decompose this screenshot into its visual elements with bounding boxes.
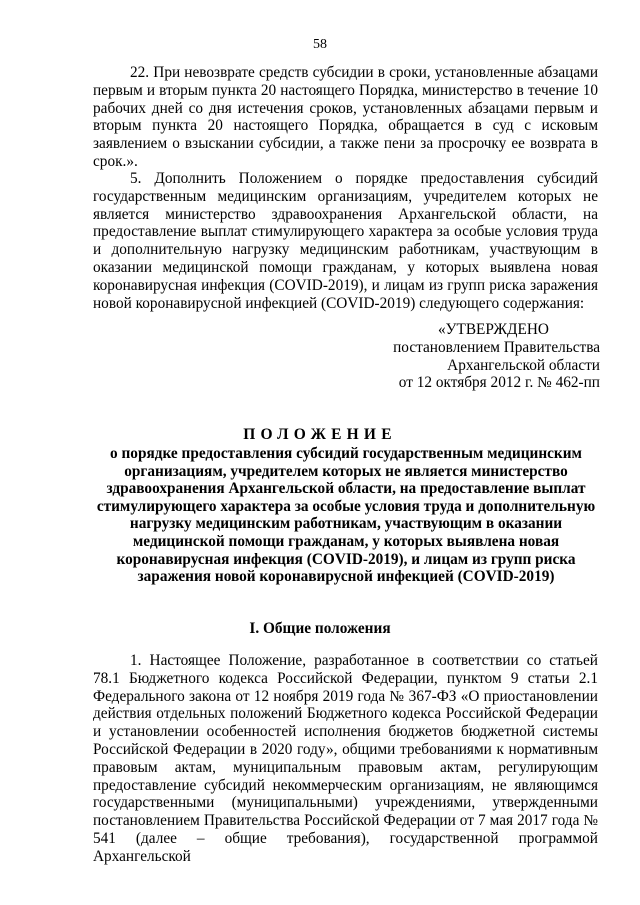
subtitle-line: коронавирусная инфекция (COVID-2019), и лицам из групп риска — [116, 550, 576, 568]
subtitle-line: организациям, учредителем которых не является министерство — [124, 462, 568, 480]
paragraph-1-text: 1. Настоящее Положение, разработанное в соответствии со статьей 78.1 Бюджетного кодекса Российской Федерации, пунктом 9 статьи 2.1 Федерального закона от 12 ноября 2019 года № 367-ФЗ «О приостановлении действия отдельных положений Бюджетного кодекса Российской Федерации и установлении особенностей исполнения бюджетов бюджетной системы Российской Федерации в 2020 году», общими требованиями к нормативным правовым актам, муниципальным правовым актам, регулирующим предоставление субсидий некоммерческим организациям, не являющимся государственными (муниципальными) учреждениями, утвержденными постановлением Правительства Российской Федерации от 7 мая 2017 года № 541 (далее – общие требования), государственной программой Архангельской — [93, 652, 598, 865]
page-number: 58 — [313, 37, 327, 52]
approval-line-approved: «УТВЕРЖДЕНО — [438, 321, 549, 338]
paragraph-22 — [93, 64, 598, 171]
subtitle-line: заражения новой коронавирусной инфекцией (COVID-2019) — [137, 568, 555, 586]
subtitle-line: здравоохранения Архангельской области, на предоставление выплат — [106, 480, 586, 498]
paragraph-5-text: 5. Дополнить Положением о порядке предоставления субсидий государственным медицинским организациям, учредителем которых не является министерство здравоохранения Архангельской области, на предоставление выплат стимулирующего характера за особые условия труда и дополнительную нагрузку медицинским работникам, участвующим в оказании медицинской помощи гражданам, у которых выявлена новая коронавирусная инфекция (COVID-2019), и лицам из групп риска заражения новой коронавирусной инфекцией (COVID-2019) следующего содержания: — [93, 170, 598, 312]
document-subtitle — [96, 445, 596, 586]
section-heading: I. Общие положения — [249, 620, 391, 637]
paragraph-5 — [93, 170, 598, 312]
subtitle-line: о порядке предоставления субсидий государственным медицинским — [110, 445, 582, 462]
subtitle-line: стимулирующего характера за особые условия труда и дополнительную — [96, 497, 596, 515]
approval-line-date: от 12 октября 2012 г. № 462-пп — [398, 374, 600, 392]
paragraph-1 — [93, 652, 598, 866]
subtitle-line: нагрузку медицинским работникам, участвующим в оказании — [129, 515, 563, 533]
approval-line-region: Архангельской области — [447, 356, 600, 374]
document-title: ПОЛОЖЕНИЕ — [243, 426, 397, 443]
subtitle-line: медицинской помощи гражданам, у которых выявлена новая — [132, 532, 560, 550]
approval-line-resolution: постановлением Правительства — [393, 338, 600, 356]
approval-stamp — [380, 321, 600, 392]
paragraph-22-text: 22. При невозврате средств субсидии в сроки, установленные абзацами первым и вторым пункта 20 настоящего Порядка, министерство в течение 10 рабочих дней со дня истечения сроков, установленных абзацами первым и вторым пункта 20 настоящего Порядка, обращается в суд с исковым заявлением о взыскании субсидии, а также пени за просрочку ее возврата в срок.». — [93, 64, 598, 170]
